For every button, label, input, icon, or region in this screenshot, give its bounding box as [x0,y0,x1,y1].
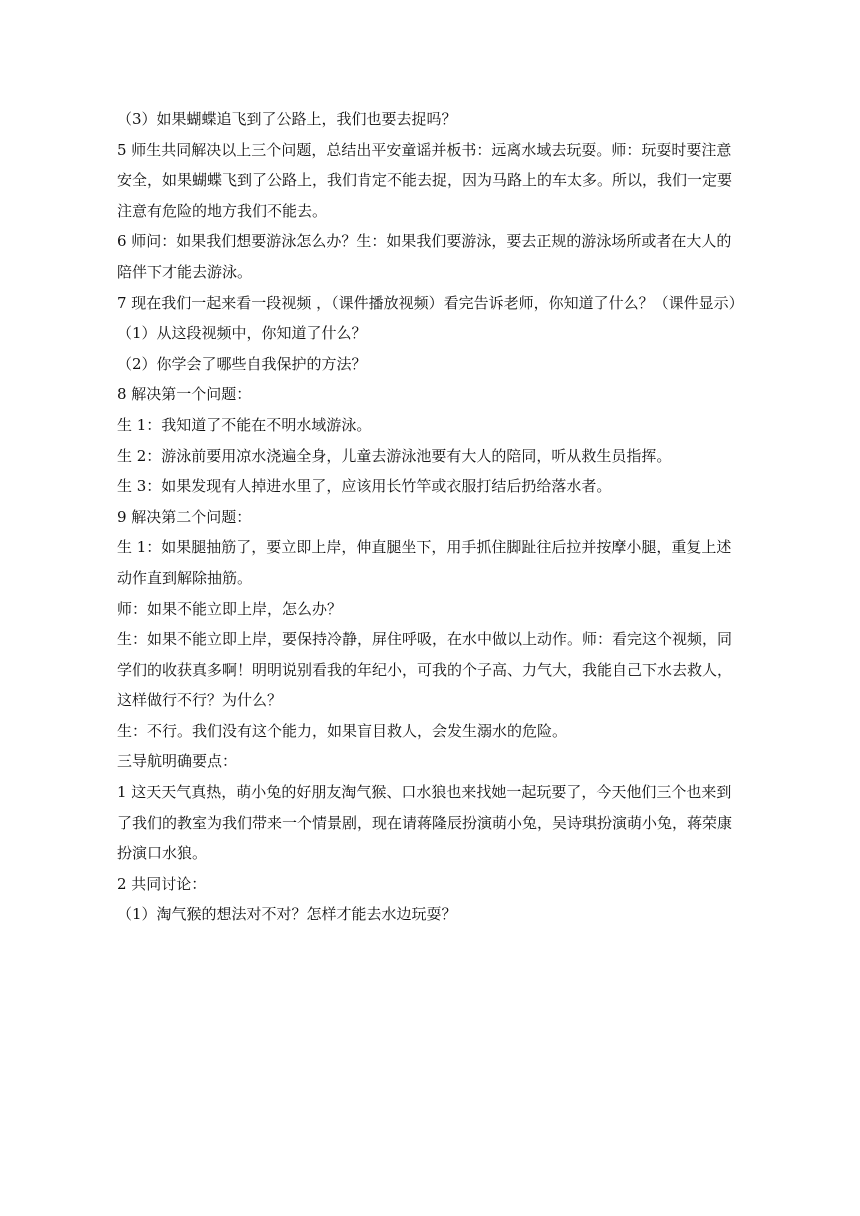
paragraph-student-1-answer-a: 生 1：我知道了不能在不明水域游泳。 [117,415,372,434]
paragraph-question-3: （3）如果蝴蝶追飞到了公路上，我们也要去捉吗？ [117,110,457,128]
paragraph-scene-intro: 1 这天天气真热，萌小兔的好朋友淘气猴、口水狼也来找她一起玩要了，今天他们三个也来到了我们的教室为我们带来一个情景剧，现在请蒋隆辰扮演萌小兔，吴诗琪扮演萌小兔，蒋荣康扮演口水狼。 [117,783,733,863]
paragraph-discussion-question-1: （1）淘气猴的想法对不对？怎样才能去水边玩耍？ [117,905,457,924]
paragraph-video-question-2: （2）你学会了哪些自我保护的方法？ [117,354,367,373]
paragraph-student-response: 生：如果不能立即上岸，要保持冷静，屏住呼吸，在水中做以上动作。师：看完这个视频，同学们的收获真多啊！明明说别看我的年纪小，可我的个子高、力气大，我能自己下水去救人，这样做行不行？为什么？ [117,630,733,710]
paragraph-step-7: 7 现在我们一起来看一段视频 ，（课件播放视频）看完告诉老师，你知道了什么？（课件显示） [117,293,744,312]
paragraph-student-no: 生：不行。我们没有这个能力，如果盲目救人，会发生溺水的危险。 [117,721,568,740]
paragraph-step-8: 8 解决第一个问题： [117,385,252,404]
paragraph-step-6: 6 师问：如果我们想要游泳怎么办？生：如果我们要游泳，要去正规的游泳场所或者在大人的陪伴下才能去游泳。 [117,232,732,281]
section-heading-3: 三导航明确要点： [117,752,238,771]
paragraph-student-3-answer: 生 3：如果发现有人掉进水里了，应该用长竹竿或衣服打结后扔给落水者。 [117,477,612,496]
paragraph-step-5: 5 师生共同解决以上三个问题，总结出平安童谣并板书：远离水域去玩耍。师：玩耍时要注意安全，如果蝴蝶飞到了公路上，我们肯定不能去捉，因为马路上的车太多。所以，我们一定要注意有危险的地方我们不能去。 [117,140,733,220]
paragraph-video-question-1: （1）从这段视频中，你知道了什么？ [117,324,367,343]
paragraph-student-2-answer: 生 2：游泳前要用凉水浇遍全身，儿童去游泳池要有大人的陪同，听从救生员指挥。 [117,446,672,465]
document-body [117,104,745,930]
paragraph-teacher-question: 师：如果不能立即上岸，怎么办？ [117,599,343,618]
paragraph-step-9: 9 解决第二个问题： [117,507,252,526]
paragraph-discussion-heading: 2 共同讨论： [117,874,207,893]
paragraph-student-1-answer-b: 生 1：如果腿抽筋了，要立即上岸，伸直腿坐下，用手抓住脚趾往后拉并按摩小腿，重复上述动作直到解除抽筋。 [117,538,732,587]
